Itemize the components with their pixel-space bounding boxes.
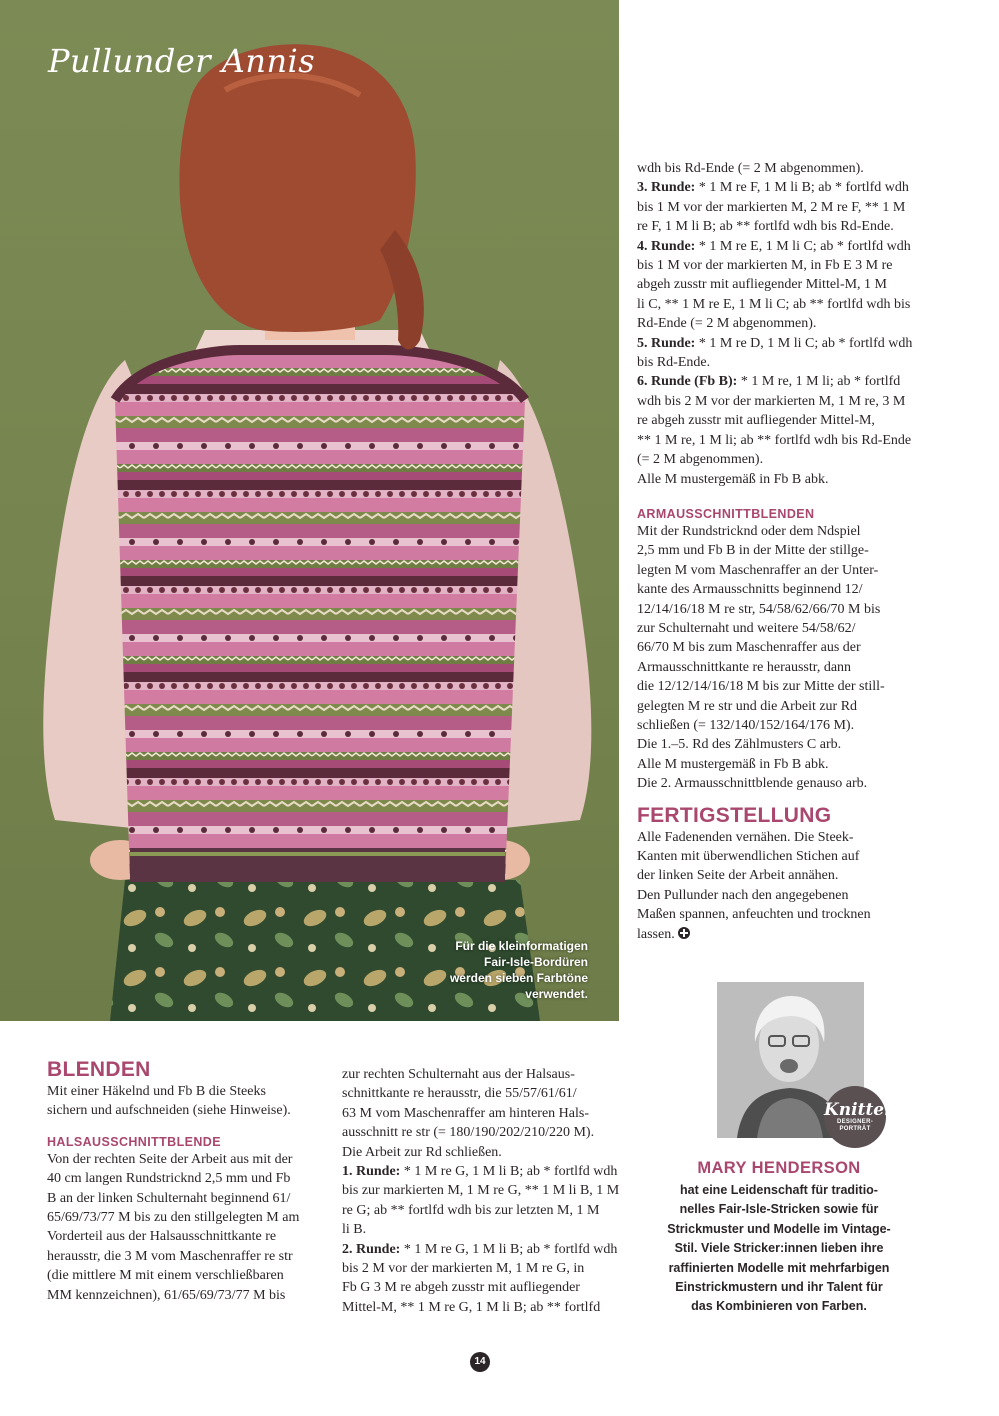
caption-line: Für die kleinformatigen xyxy=(455,939,588,953)
text-line: zur rechten Schulternaht aus der Halsaus- xyxy=(342,1067,575,1082)
text-line: legten M vom Maschenraffer an der Unter- xyxy=(637,562,879,578)
text-line: * 1 M re F, 1 M li B; ab * fortlfd wdh xyxy=(695,180,909,196)
text-line: Rd-Ende (= 2 M abgenommen). xyxy=(637,316,817,332)
round-label: 4. Runde: xyxy=(637,238,696,254)
text-line: ausschnitt re str (= 180/190/202/210/220 M). xyxy=(342,1125,595,1141)
text-line-last xyxy=(637,925,917,944)
text-line: Mit einer Häkelnd und Fb B die Steeks xyxy=(47,1084,266,1099)
bio-line: Einstrickmustern und ihr Talent für xyxy=(675,1280,883,1295)
caption-line: verwendet. xyxy=(525,987,588,1001)
text-line: 66/70 M bis zum Maschenraffer aus der xyxy=(637,640,861,656)
vest-photo-illustration xyxy=(0,0,619,1021)
round-label: 2. Runde: xyxy=(342,1241,401,1257)
text-line: Mittel-M, ** 1 M re G, 1 M li B; ab ** fortlfd xyxy=(342,1299,601,1315)
caption-line: werden sieben Farbtöne xyxy=(449,971,588,985)
left-text-column xyxy=(47,1058,329,1305)
caption-line: Fair-Isle-Bordüren xyxy=(483,955,588,969)
text-line: * 1 M re, 1 M li; ab * fortlfd xyxy=(737,374,901,390)
text-line: Von der rechten Seite der Arbeit aus mit der xyxy=(47,1151,293,1167)
text-line: schnittkante re herausstr, die 55/57/61/61/ xyxy=(342,1086,577,1102)
text-line: 40 cm langen Rundstricknd 2,5 mm und Fb xyxy=(47,1171,291,1187)
text-line: Alle M mustergemäß in Fb B abk. xyxy=(637,471,829,487)
round-6 xyxy=(637,372,917,391)
text-line: Alle M mustergemäß in Fb B abk. xyxy=(637,756,829,772)
text-line: 12/14/16/18 M re str, 54/58/62/66/70 M bis xyxy=(637,601,881,617)
right-text-column xyxy=(637,159,917,944)
text-line: MM kennzeichnen), 61/65/69/73/77 M bis xyxy=(47,1287,286,1303)
text-line: der linken Seite der Arbeit annähen. xyxy=(637,868,839,884)
text-line: bis Rd-Ende. xyxy=(637,355,711,371)
text-line: Die 1.–5. Rd des Zählmusters C arb. xyxy=(637,737,842,753)
badge-subtitle: PORTRÄT xyxy=(839,1126,871,1132)
text-line: lassen. xyxy=(637,926,675,942)
text-line: zur Schulternaht und weitere 54/58/62/ xyxy=(637,620,856,636)
round-4 xyxy=(637,237,917,256)
text-line: Fb G 3 M re abgeh zusstr mit aufliegender xyxy=(342,1280,580,1296)
text-line: re G; ab ** fortlfd wdh bis zur letzten M, 1 M xyxy=(342,1202,600,1218)
knitter-logo: Knitter xyxy=(824,1100,894,1120)
middle-text-column xyxy=(342,1065,622,1317)
text-line: Mit der Rundstricknd oder dem Ndspiel xyxy=(637,523,861,539)
text-line: Kanten mit überwendlichen Stichen auf xyxy=(637,849,860,864)
text-line: * 1 M re G, 1 M li B; ab * fortlfd wdh xyxy=(400,1164,618,1180)
text-line: bis 1 M vor der markierten M, in Fb E 3 M re xyxy=(637,258,893,274)
text-line: abgeh zusstr mit aufliegender Mittel-M, 1 M xyxy=(637,277,887,293)
section-heading-blenden: BLENDEN xyxy=(47,1058,151,1081)
text-line: herausstr, die 3 M vom Maschenraffer re str xyxy=(47,1248,293,1264)
round-label: 1. Runde: xyxy=(342,1164,401,1180)
text-line: schließen (= 132/140/152/164/176 M). xyxy=(637,717,855,733)
text-line: Armausschnittkante re herausstr, dann xyxy=(637,659,852,675)
bio-line: Stil. Viele Stricker:innen lieben ihre xyxy=(674,1241,884,1256)
text-line: bis 2 M vor der markierten M, 1 M re G, in xyxy=(342,1261,585,1277)
text-line: (= 2 M abgenommen). xyxy=(637,452,764,468)
text-line: (die mittlere M mit einem verschließbaren xyxy=(47,1268,284,1284)
text-line: die 12/12/14/16/18 M bis zur Mitte der still- xyxy=(637,679,885,695)
round-label: 5. Runde: xyxy=(637,335,696,351)
text-line: Maßen spannen, anfeuchten und trocknen xyxy=(637,907,871,923)
text-line: 63 M vom Maschenraffer am hinteren Hals- xyxy=(342,1105,589,1121)
section-heading-armausschnittblenden: ARMAUSSCHNITTBLENDEN xyxy=(637,506,815,521)
hero-photo xyxy=(0,0,619,1021)
text-line: 65/69/73/77 M bis zu den stillgelegten M am xyxy=(47,1210,300,1226)
bio-line: nelles Fair-Isle-Stricken sowie für xyxy=(679,1202,879,1217)
text-line: wdh bis Rd-Ende (= 2 M abgenommen). xyxy=(637,161,864,176)
text-line: B an der linken Schulternaht beginnend 61/ xyxy=(47,1190,291,1206)
badge-subtitle: DESIGNER- xyxy=(836,1119,874,1125)
text-line: Vorderteil aus der Halsausschnittkante re xyxy=(47,1229,277,1245)
designer-name: MARY HENDERSON xyxy=(697,1159,861,1177)
text-line: * 1 M re E, 1 M li C; ab * fortlfd wdh xyxy=(695,238,911,254)
text-line: re F, 1 M li B; ab ** fortlfd wdh bis Rd-Ende. xyxy=(637,219,894,235)
text-line: gelegten M re str und die Arbeit zur Rd xyxy=(637,698,858,714)
round-label: 3. Runde: xyxy=(637,180,696,196)
section-heading-fertigstellung: FERTIGSTELLUNG xyxy=(637,803,832,827)
page-number: 14 xyxy=(470,1352,490,1372)
text-line: Die Arbeit zur Rd schließen. xyxy=(342,1144,502,1160)
text-line: 2,5 mm und Fb B in der Mitte der stillge- xyxy=(637,543,869,559)
round-1 xyxy=(342,1162,622,1181)
text-line: wdh bis 2 M vor der markierten M, 1 M re, 3 M xyxy=(637,393,906,409)
designer-badge xyxy=(824,1086,894,1148)
designer-bio xyxy=(655,1181,903,1317)
text-line: * 1 M re D, 1 M li C; ab * fortlfd wdh xyxy=(695,335,913,351)
round-3 xyxy=(637,178,917,197)
text-line: li C, ** 1 M re E, 1 M li C; ab ** fortlfd wdh bis xyxy=(637,296,911,312)
text-line: bis 1 M vor der markierten M, 2 M re F, ** 1 M xyxy=(637,199,906,215)
photo-caption xyxy=(413,938,588,1002)
bio-line: Strickmuster und Modelle im Vintage- xyxy=(667,1221,891,1236)
bio-line: raffinierten Modelle mit mehrfarbigen xyxy=(668,1260,890,1275)
bio-line: das Kombinieren von Farben. xyxy=(691,1299,867,1314)
text-line: re abgeh zusstr mit aufliegender Mittel-M, xyxy=(637,413,875,429)
text-line: Den Pullunder nach den angegebenen xyxy=(637,887,849,903)
bio-line: hat eine Leidenschaft für traditio- xyxy=(680,1183,878,1197)
text-line: bis zur markierten M, 1 M re G, ** 1 M li B, 1 M xyxy=(342,1183,620,1199)
text-line: li B. xyxy=(342,1222,367,1238)
text-line: ** 1 M re, 1 M li; ab ** fortlfd wdh bis Rd-Ende xyxy=(637,432,912,448)
text-line: kante des Armausschnitts beginnend 12/ xyxy=(637,582,863,598)
text-line: Alle Fadenenden vernähen. Die Steek- xyxy=(637,829,854,845)
round-label: 6. Runde (Fb B): xyxy=(637,374,738,390)
article-title: Pullunder Annis xyxy=(48,42,316,80)
round-2 xyxy=(342,1240,622,1259)
section-heading-halsausschnittblende: HALSAUSSCHNITTBLENDE xyxy=(47,1134,221,1149)
text-line: * 1 M re G, 1 M li B; ab * fortlfd wdh xyxy=(400,1241,618,1257)
end-mark-icon xyxy=(678,927,690,939)
text-line: sichern und aufschneiden (siehe Hinweise). xyxy=(47,1103,291,1119)
text-line: Die 2. Armausschnittblende genauso arb. xyxy=(637,776,868,792)
round-5 xyxy=(637,334,917,353)
